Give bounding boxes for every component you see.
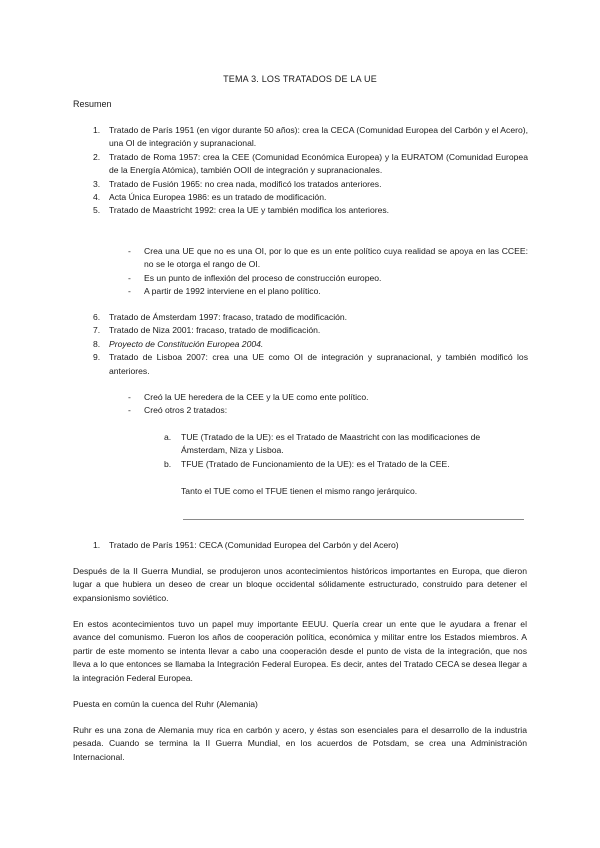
summary-heading: Resumen: [73, 99, 112, 109]
list-item: 8. Proyecto de Constitución Europea 2004.: [93, 338, 264, 349]
subheading: Puesta en común la cuenca del Ruhr (Alemania): [73, 699, 258, 709]
lisboa-notes: [128, 391, 528, 418]
list-item: 4. Acta Única Europea 1986: es un tratado de modificación.: [93, 192, 327, 203]
list-item: - A partir de 1992 interviene en el plano político.: [128, 286, 321, 297]
summary-list-a: [93, 124, 528, 218]
list-item: 5. Tratado de Maastricht 1992: crea la UE y también modifica los anteriores.: [93, 205, 390, 216]
maastricht-notes: [128, 245, 528, 299]
list-item: a. TUE (Tratado de la UE): es el Tratado de Maastricht con las modificaciones de Ámsterdam, Niza y Lisboa.: [164, 432, 481, 456]
paragraph: Ruhr es una zona de Alemania muy rica en carbón y acero, y éstas son esenciales para el desarrollo de la industria pesada. Cuando se termina la II Guerra Mundial, en los acuerdos de Potsdam, se crea una Administración Internacional.: [73, 725, 527, 762]
list-item: - Es un punto de inflexión del proceso de construcción europeo.: [128, 272, 382, 283]
document-title: TEMA 3. LOS TRATADOS DE LA UE: [223, 74, 377, 84]
summary-list-b: [93, 311, 528, 378]
list-item: 7. Tratado de Niza 2001: fracaso, tratado de modificación.: [93, 325, 321, 336]
list-item: - Crea una UE que no es una OI, por lo que es un ente político cuya realidad se apoya en las CCEE: no se le otorga el rango de OI.: [128, 246, 528, 270]
paragraph: En estos acontecimientos tuvo un papel muy importante EEUU. Quería crear un ente que le ayudara a frenar el avance del comunismo. Fueron los años de cooperación política, económica y militar entre los Estados miembros. A partir de este momento se intenta llevar a cabo una cooperación desde el punto de vista de la integración, que nos lleva a lo que entonces se llamaba la Integración Federal Europea. Es decir, antes del Tratado CECA se desea llegar a la integración Federal Europea.: [73, 619, 527, 683]
list-item: 6. Tratado de Ámsterdam 1997: fracaso, tratado de modificación.: [93, 312, 348, 322]
list-item: - Creó otros 2 tratados:: [128, 405, 228, 416]
list-item: 1. Tratado de París 1951 (en vigor durante 50 años): crea la CECA (Comunidad Europea del Carbón y el Acero), una OI de integración y supranacional.: [93, 125, 528, 149]
paragraph: Después de la II Guerra Mundial, se produjeron unos acontecimientos históricos importantes en Europa, que dieron lugar a que hubiera un deseo de crear un bloque occidental sólidamente estructurado, construido para detener el expansionismo soviético.: [73, 566, 527, 603]
section-divider: [183, 519, 524, 520]
list-item: 3. Tratado de Fusión 1965: no crea nada, modificó los tratados anteriores.: [93, 178, 382, 189]
lisboa-treaties: [164, 431, 528, 471]
list-item: 1. Tratado de París 1951: CECA (Comunidad Europea del Carbón y del Acero): [93, 540, 399, 550]
list-item: b. TFUE (Tratado de Funcionamiento de la UE): es el Tratado de la CEE.: [164, 458, 450, 469]
list-item: 9. Tratado de Lisboa 2007: crea una UE como OI de integración y supranacional, y también modificó los anteriores.: [93, 352, 528, 376]
list-item: - Creó la UE heredera de la CEE y la UE como ente político.: [128, 392, 369, 402]
lisboa-conclusion: Tanto el TUE como el TFUE tienen el mismo rango jerárquico.: [181, 486, 418, 496]
list-item: 2. Tratado de Roma 1957: crea la CEE (Comunidad Económica Europea) y la EURATOM (Comunidad Europea de la Energía Atómica), también OOII de integración y supranacionales.: [93, 151, 528, 176]
section-heading: [93, 539, 528, 552]
